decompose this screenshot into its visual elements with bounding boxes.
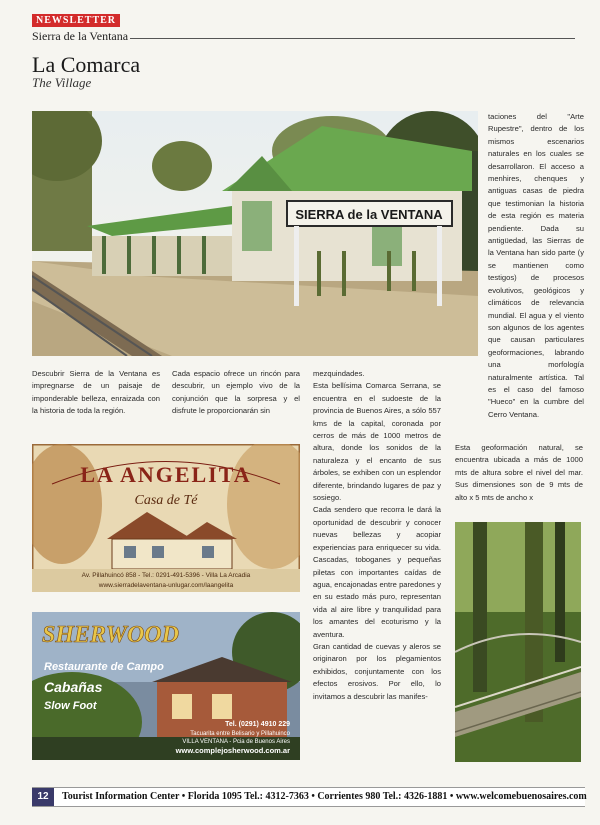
page-title: La Comarca	[32, 52, 141, 77]
intro-column-1	[32, 368, 160, 418]
sherwood-address-1: Tacuarita entre Belisario y Pillahuinco	[190, 731, 290, 737]
train-station-photo	[32, 111, 478, 356]
la-angelita-tagline: Casa de Té	[134, 493, 198, 508]
center-column	[313, 368, 441, 703]
sherwood-line-1: Restaurante de Campo	[44, 661, 164, 673]
sherwood-address-2: VILLA VENTANA - Pcia de Buenos Aires	[182, 739, 290, 745]
sherwood-line-2: Cabañas	[44, 679, 103, 695]
forest-bridge-photo	[455, 522, 581, 762]
footer-bar	[32, 787, 585, 807]
footer-contact-text: Tourist Information Center • Florida 1095 Tel.: 4312-7363 • Corrientes 980 Tel.: 4326-1881 • www.welcomebuenosaires.com	[62, 791, 587, 802]
la-angelita-name: LA ANGELITA	[80, 462, 252, 487]
sherwood-url: www.complejosherwood.com.ar	[175, 746, 290, 755]
sherwood-ad	[32, 612, 300, 760]
la-angelita-ad	[32, 444, 300, 592]
right-column-lower	[455, 442, 583, 504]
right-column	[488, 111, 584, 421]
header-rule	[130, 38, 575, 39]
center-paragraph-4: Gran cantidad de cuevas y aleros se originaron por los plegamientos exhibidos, conjuntamente con los efectos erosivos. Por ello, lo invitamos a descubrir las manifes-	[313, 641, 441, 701]
intro-column-2	[172, 368, 300, 418]
right-paragraph-1: taciones del "Arte Rupestre", dentro de los mismos escenarios naturales en los cuales se desarrollaron. El acceso a menhires, chenques y antiguas casas de piedra que testimonian la historia de esta región es materia pendiente. Dada su antigüedad, las Sierras de la Ventana han sido parte (y se mantienen como testigos) de procesos evolutivos, geológicos y climáticos de relevancia mundial. El agua y el viento son algunos de los agentes que causan particulares geoformaciones, labrando una morfología naturalmente artística. Tal es el caso del famoso "Hueco" en la cumbre del Cerro Ventana.	[488, 112, 584, 419]
station-sign-text: SIERRA de la VENTANA	[295, 207, 443, 222]
page-subtitle: The Village	[32, 75, 92, 90]
sherwood-name: SHERWOOD	[42, 622, 179, 648]
center-paragraph-1: mezquindades.	[313, 369, 365, 378]
sherwood-phone: Tel. (0291) 4910 229	[225, 721, 290, 728]
sherwood-line-3: Slow Foot	[44, 700, 97, 712]
page-number: 12	[32, 788, 54, 806]
newsletter-badge: NEWSLETTER	[32, 14, 120, 27]
intro-paragraph-1: Descubrir Sierra de la Ventana es impregnarse de un paisaje de imponderable belleza, enraizada con la historia de toda la región.	[32, 369, 160, 416]
la-angelita-address: Av. Pillahuincó 858 - Tel.: 0291-491-5396 - Villa La Arcadia	[81, 572, 251, 579]
section-name: Sierra de la Ventana	[32, 29, 129, 43]
center-paragraph-3: Cada sendero que recorra le dará la oportunidad de descubrir y conocer nuevas bellezas y acopiar experiencias para enriquecer su vida. Cascadas, toboganes y pequeñas piletas con importantes caídas de agua, encajonadas entre paredones y en su estado más puro, representan vida al aire libre y tranquilidad para los amantes del ecoturismo y la aventura.	[313, 505, 441, 639]
center-paragraph-2: Esta bellísima Comarca Serrana, se encuentra en el sudoeste de la provincia de Buenos Aires, a sólo 557 kms de la capital, coronada por cerros de más de 1000 metros de altura, donde los sonidos de la naturaleza y el encanto de sus árboles, se exhiben con un esplendor diferente, brindando lugares de paz y sosiego.	[313, 381, 441, 503]
right-paragraph-2: Esta geoformación natural, se encuentra ubicada a más de 1000 mts de altura sobre el nivel del mar. Sus dimensiones son de 9 mts de alto x 5 mts de ancho x	[455, 443, 583, 502]
intro-paragraph-2: Cada espacio ofrece un rincón para descubrir, un ejemplo vivo de la conjunción que la sorpresa y el disfrute le proporcionarán sin	[172, 369, 300, 416]
la-angelita-url: www.sierradelaventana-unlugar.com/laangelita	[98, 582, 234, 589]
